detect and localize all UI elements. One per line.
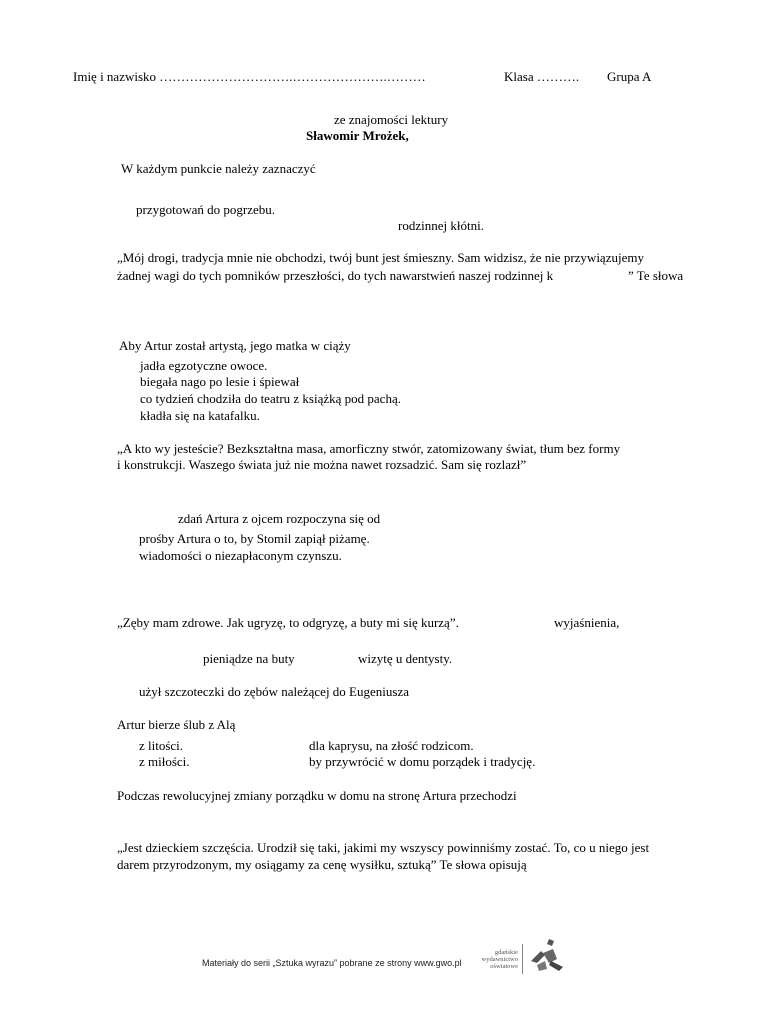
q3-option: biegała nago po lesie i śpiewał <box>140 374 300 389</box>
q6-option-a: pieniądze na buty <box>203 651 295 666</box>
q9-quote-line2: darem przyrodzonym, my osiągamy za cenę wysiłku, sztuką” Te słowa opisują <box>117 857 527 872</box>
title-line1: ze znajomości lektury <box>334 112 449 127</box>
q9-quote-line1: „Jest dzieckiem szczęścia. Urodził się taki, jakimi my wszyscy powinniśmy zostać. To, co u niego jest <box>117 840 650 855</box>
q2-quote-line2: żadnej wagi do tych pomników przeszłości, do tych nawarstwień naszej rodzinnej k <box>117 268 554 283</box>
title-author: Sławomir Mrożek, <box>306 128 409 143</box>
q3-option: kładła się na katafalku. <box>140 408 260 423</box>
footer-source: Materiały do serii „Sztuka wyrazu” pobrane ze strony www.gwo.pl <box>202 958 462 968</box>
q7-option: by przywrócić w domu porządek i tradycję. <box>309 754 536 769</box>
q6-option-b: wizytę u dentysty. <box>358 651 453 666</box>
q5-option: prośby Artura o to, by Stomil zapiął piżamę. <box>139 531 370 546</box>
q1-option-a: przygotowań do pogrzebu. <box>136 202 275 217</box>
q8-question: Podczas rewolucyjnej zmiany porządku w domu na stronę Artura przechodzi <box>117 788 517 803</box>
q5-option: wiadomości o niezapłaconym czynszu. <box>139 548 342 563</box>
publisher-logo-icon <box>527 937 567 973</box>
instruction: W każdym punkcie należy zaznaczyć <box>121 161 316 176</box>
q3-option: jadła egzotyczne owoce. <box>140 358 268 373</box>
q5-question: zdań Artura z ojcem rozpoczyna się od <box>178 511 381 526</box>
q7-question: Artur bierze ślub z Alą <box>117 717 236 732</box>
publisher-name <box>468 949 518 970</box>
publisher-line: oświatowe <box>490 963 518 970</box>
q2-quote-line1: „Mój drogi, tradycja mnie nie obchodzi, twój bunt jest śmieszny. Sam widzisz, że nie przywiązujemy <box>117 250 644 265</box>
q7-option: z litości. <box>139 738 184 753</box>
name-field: Imię i nazwisko ………………………….………………….……… <box>73 69 426 84</box>
q2-quote-line2-end: ” Te słowa <box>628 268 684 283</box>
logo-divider <box>522 944 523 974</box>
q6-option-c: użył szczoteczki do zębów należącej do Eugeniusza <box>139 684 409 699</box>
publisher-line: gdańskie <box>494 949 518 956</box>
q3-question: Aby Artur został artystą, jego matka w ciąży <box>119 338 351 353</box>
class-field: Klasa ………. <box>504 69 580 84</box>
q3-option: co tydzień chodziła do teatru z książką pod pachą. <box>140 391 401 406</box>
q7-option: dla kaprysu, na złość rodzicom. <box>309 738 474 753</box>
q4-quote-line2: i konstrukcji. Waszego świata już nie można nawet rozsadzić. Sam się rozlazł” <box>117 457 527 472</box>
q6-quote: „Zęby mam zdrowe. Jak ugryzę, to odgryzę, a buty mi się kurzą”. <box>117 615 459 630</box>
q4-quote-line1: „A kto wy jesteście? Bezkształtna masa, amorficzny stwór, zatomizowany świat, tłum bez formy <box>117 441 621 456</box>
group-label: Grupa A <box>607 69 652 84</box>
q1-option-b: rodzinnej kłótni. <box>398 218 484 233</box>
q7-option: z miłości. <box>139 754 190 769</box>
publisher-line: wydawnictwo <box>481 956 518 963</box>
q6-question-end: wyjaśnienia, <box>554 615 620 630</box>
